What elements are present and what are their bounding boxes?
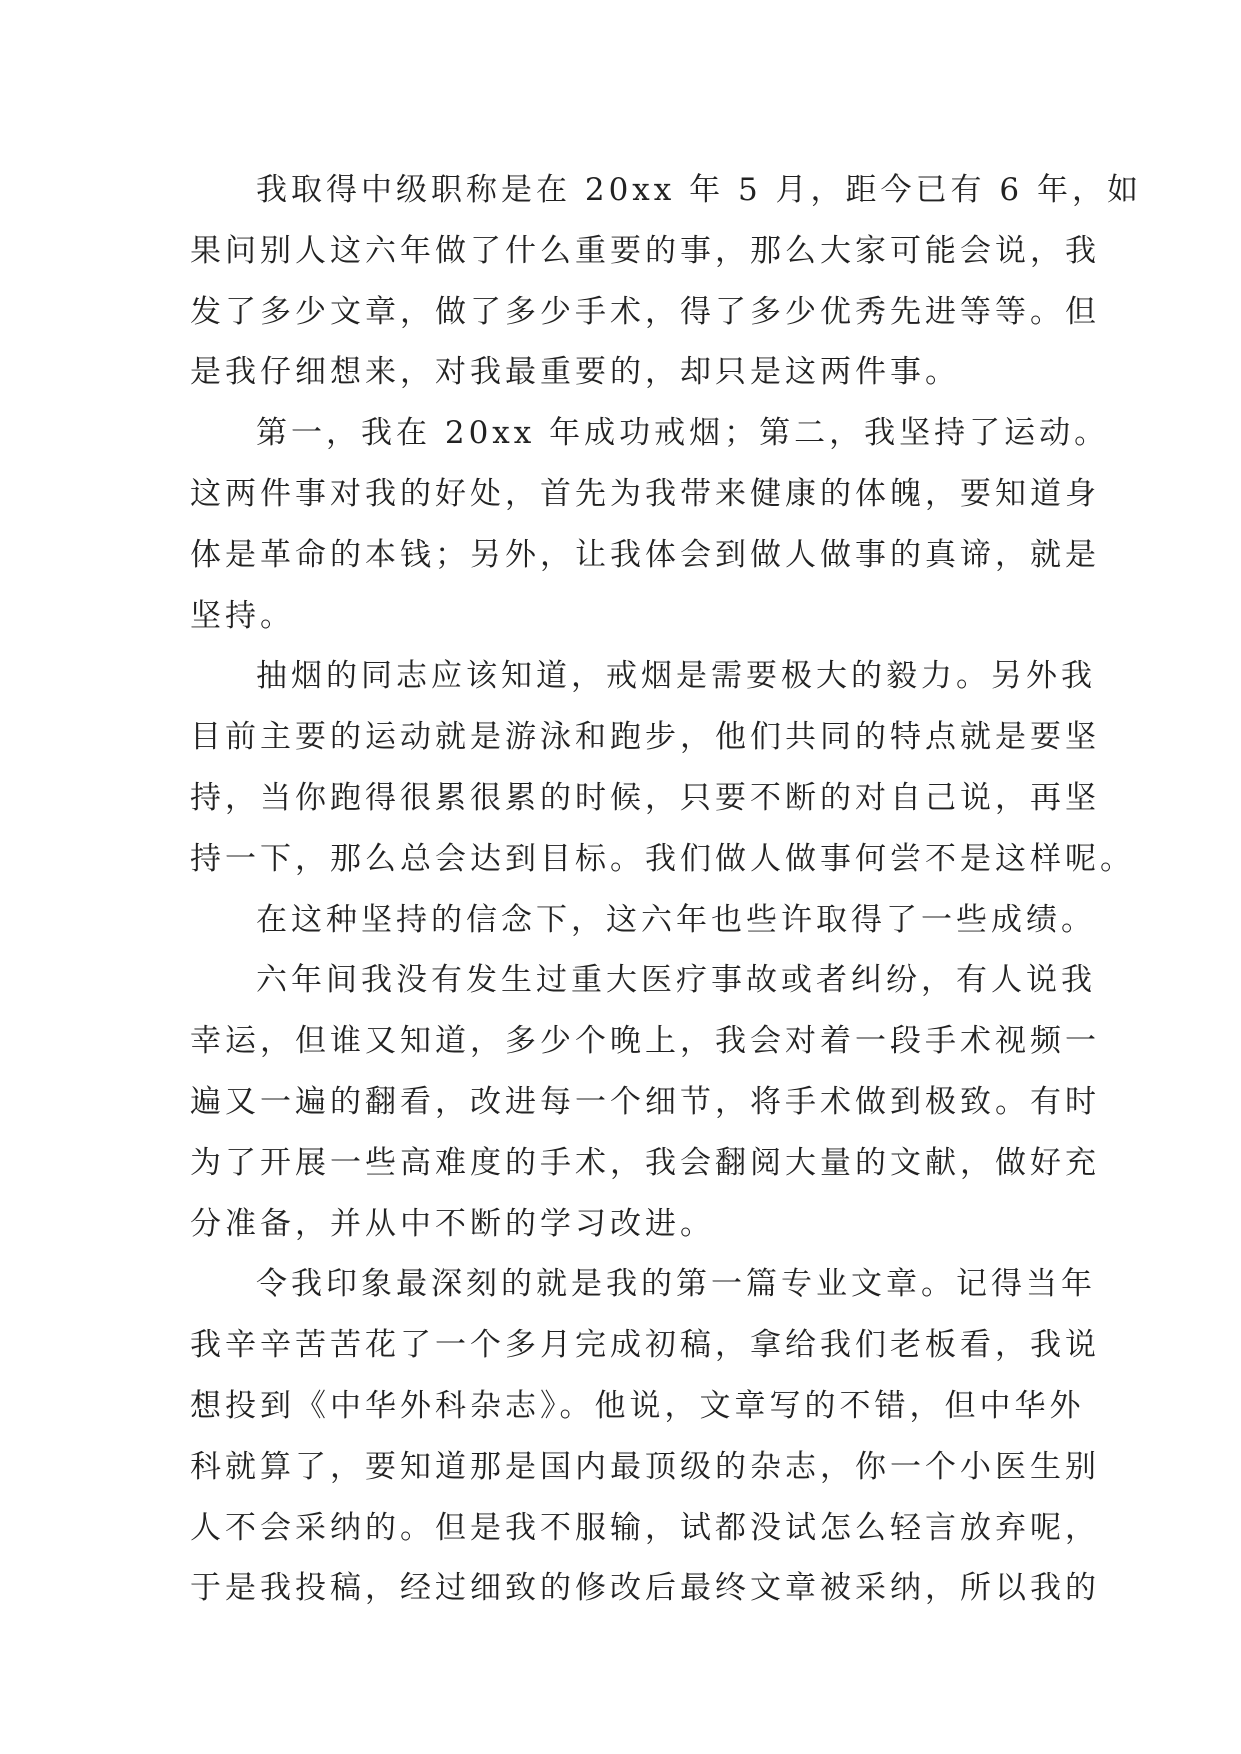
text-line: 体是革命的本钱；另外，让我体会到做人做事的真谛，就是 (190, 536, 1100, 573)
paragraph-3 (190, 646, 1135, 889)
text-line: 在这种坚持的信念下，这六年也些许取得了一些成绩。 (256, 901, 1096, 938)
text-line: 我辛辛苦苦花了一个多月完成初稿，拿给我们老板看，我说 (190, 1327, 1100, 1364)
text-line: 分准备，并从中不断的学习改进。 (190, 1205, 715, 1242)
text-line: 六年间我没有发生过重大医疗事故或者纠纷，有人说我 (256, 962, 1096, 999)
text-line: 幸运，但谁又知道，多少个晚上，我会对着一段手术视频一 (190, 1023, 1100, 1060)
paragraph-6 (190, 1254, 1100, 1619)
text-line: 目前主要的运动就是游泳和跑步，他们共同的特点就是要坚 (190, 719, 1100, 756)
text-line: 坚持。 (190, 597, 295, 634)
text-line: 抽烟的同志应该知道，戒烟是需要极大的毅力。另外我 (256, 658, 1096, 695)
text-line: 果问别人这六年做了什么重要的事，那么大家可能会说，我 (190, 232, 1100, 269)
paragraph-2 (190, 403, 1110, 646)
text-line: 是我仔细想来，对我最重要的，却只是这两件事。 (190, 354, 960, 391)
text-line: 持，当你跑得很累很累的时候，只要不断的对自己说，再坚 (190, 779, 1100, 816)
paragraph-5 (190, 950, 1100, 1254)
text-line: 持一下，那么总会达到目标。我们做人做事何尝不是这样呢。 (190, 840, 1135, 877)
document-body (190, 160, 1142, 1619)
text-line: 为了开展一些高难度的手术，我会翻阅大量的文献，做好充 (190, 1144, 1100, 1181)
text-line: 遍又一遍的翻看，改进每一个细节，将手术做到极致。有时 (190, 1083, 1100, 1120)
text-line: 想投到《中华外科杂志》。他说，文章写的不错，但中华外 (190, 1387, 1085, 1424)
text-line: 科就算了，要知道那是国内最顶级的杂志，你一个小医生别 (190, 1448, 1100, 1485)
text-line: 我取得中级职称是在 20xx 年 5 月，距今已有 6 年，如 (256, 172, 1142, 208)
text-line: 发了多少文章，做了多少手术，得了多少优秀先进等等。但 (190, 293, 1100, 330)
paragraph-4 (190, 890, 1096, 951)
text-line: 人不会采纳的。但是我不服输，试都没试怎么轻言放弃呢， (190, 1509, 1100, 1546)
paragraph-1 (190, 160, 1142, 403)
text-line: 令我印象最深刻的就是我的第一篇专业文章。记得当年 (256, 1266, 1096, 1303)
text-line: 第一，我在 20xx 年成功戒烟；第二，我坚持了运动。 (256, 415, 1110, 452)
text-line: 这两件事对我的好处，首先为我带来健康的体魄，要知道身 (190, 475, 1100, 512)
text-line: 于是我投稿，经过细致的修改后最终文章被采纳，所以我的 (190, 1570, 1100, 1607)
